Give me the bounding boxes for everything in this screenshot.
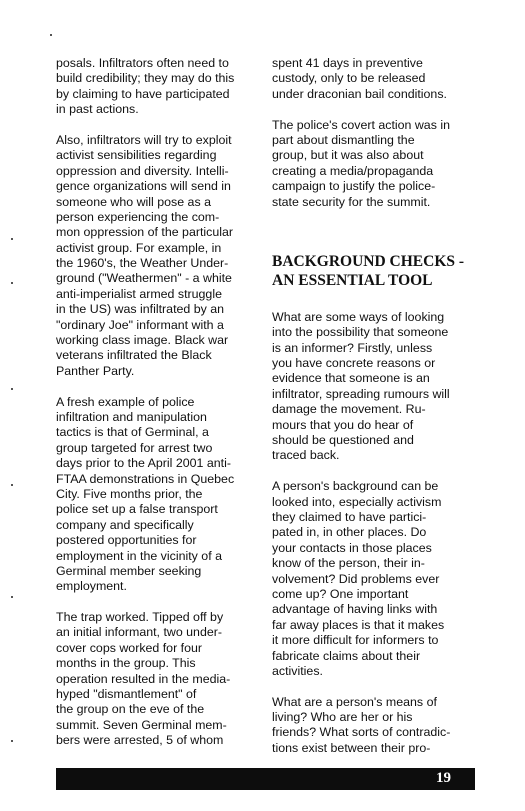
- text-line: build credibility; they may do this: [56, 71, 235, 86]
- text-line: campaign to justify the police-: [272, 179, 436, 194]
- section-gap: [272, 290, 467, 310]
- text-line: state security for the summit.: [272, 194, 431, 209]
- text-line: under draconian bail conditions.: [272, 86, 447, 101]
- text-line: Also, infiltrators will try to exploit: [56, 132, 232, 147]
- text-line: employment in the vicinity of a: [56, 548, 222, 563]
- text-line: part about dismantling the: [272, 132, 415, 147]
- scan-speck: [50, 34, 52, 36]
- text-line: custody, only to be released: [272, 71, 426, 86]
- text-line: tactics is that of Germinal, a: [56, 425, 209, 440]
- page-number: 19: [436, 770, 451, 786]
- text-line: someone who will pose as a: [56, 194, 211, 209]
- scan-speck: [11, 740, 13, 742]
- text-line: police set up a false transport: [56, 502, 218, 517]
- text-line: employment.: [56, 579, 127, 594]
- text-line: your contacts in those places: [272, 540, 432, 555]
- paragraph-gap: [272, 102, 467, 117]
- text-line: cover cops worked for four: [56, 640, 202, 655]
- text-line: they claimed to have partici-: [272, 509, 427, 524]
- text-line: mours that you do hear of: [272, 417, 414, 432]
- paragraph-gap: [56, 379, 266, 394]
- text-line: the 1960's, the Weather Under-: [56, 256, 229, 271]
- paragraph-gap: [272, 679, 467, 694]
- text-line: hyped "dismantlement" of: [56, 687, 197, 702]
- text-line: company and specifically: [56, 517, 194, 532]
- text-line: group, but it was also about: [272, 148, 424, 163]
- text-line: far away places is that it makes: [272, 617, 445, 632]
- text-line: Germinal member seeking: [56, 563, 202, 578]
- left-paragraph-2: [56, 133, 266, 379]
- scan-speck: [11, 484, 13, 486]
- text-line: the group on the eve of the: [56, 702, 205, 717]
- text-line: postered opportunities for: [56, 533, 197, 548]
- left-paragraph-1: [56, 56, 266, 118]
- text-line: by claiming to have participated: [56, 86, 230, 101]
- scan-speck: [11, 238, 13, 240]
- left-paragraph-4: [56, 610, 266, 749]
- text-line: damage the movement. Ru-: [272, 402, 426, 417]
- text-line: ground ("Weathermen" - a white: [56, 271, 232, 286]
- text-line: traced back.: [272, 448, 340, 463]
- text-line: it more difficult for informers to: [272, 633, 439, 648]
- left-column: [56, 56, 266, 749]
- text-line: What are a person's means of: [272, 694, 437, 709]
- text-line: come up? One important: [272, 586, 409, 601]
- text-line: looked into, especially activism: [272, 494, 442, 509]
- right-paragraph-1: [272, 56, 467, 102]
- heading-line: BACKGROUND CHECKS -: [272, 252, 465, 270]
- text-line: mon oppression of the particular: [56, 225, 234, 240]
- text-line: creating a media/propaganda: [272, 163, 434, 178]
- text-line: into the possibility that someone: [272, 325, 449, 340]
- text-line: activist sensibilities regarding: [56, 148, 217, 163]
- text-line: tions exist between their pro-: [272, 740, 431, 755]
- text-line: friends? What sorts of contradic-: [272, 725, 451, 740]
- text-line: "ordinary Joe" informant with a: [56, 317, 224, 332]
- paragraph-gap: [272, 464, 467, 479]
- text-line: months in the group. This: [56, 656, 196, 671]
- paragraph-gap: [56, 118, 266, 133]
- text-line: oppression and diversity. Intelli-: [56, 163, 229, 178]
- text-line: infiltrator, spreading rumours will: [272, 386, 450, 401]
- footer-bar: [56, 768, 475, 790]
- right-paragraph-2: [272, 118, 467, 210]
- text-line: you have concrete reasons or: [272, 356, 436, 371]
- text-line: working class image. Black war: [56, 333, 229, 348]
- left-paragraph-3: [56, 395, 266, 595]
- text-line: A person's background can be: [272, 479, 439, 494]
- text-line: in past actions.: [56, 102, 139, 117]
- text-line: posals. Infiltrators often need to: [56, 56, 229, 70]
- section-gap: [272, 210, 467, 252]
- text-line: gence organizations will send in: [56, 179, 231, 194]
- text-line: in the US) was infiltrated by an: [56, 302, 225, 317]
- text-line: know of the person, their in-: [272, 556, 425, 571]
- text-line: FTAA demonstrations in Quebec: [56, 471, 235, 486]
- right-column: [272, 56, 467, 756]
- text-line: Panther Party.: [56, 363, 135, 378]
- text-line: summit. Seven Germinal mem-: [56, 717, 227, 732]
- text-line: The trap worked. Tipped off by: [56, 610, 224, 625]
- scan-speck: [11, 388, 13, 390]
- right-paragraph-3: [272, 310, 467, 464]
- text-line: infiltration and manipulation: [56, 409, 207, 424]
- text-line: an initial informant, two under-: [56, 625, 222, 640]
- text-line: evidence that someone is an: [272, 371, 430, 386]
- text-line: group targeted for arrest two: [56, 440, 213, 455]
- text-line: person experiencing the com-: [56, 209, 220, 224]
- text-line: What are some ways of looking: [272, 309, 445, 324]
- text-line: is an informer? Firstly, unless: [272, 340, 433, 355]
- text-line: should be questioned and: [272, 433, 414, 448]
- text-line: City. Five months prior, the: [56, 486, 203, 501]
- text-line: veterans infiltrated the Black: [56, 348, 212, 363]
- text-line: The police's covert action was in: [272, 117, 450, 132]
- text-line: bers were arrested, 5 of whom: [56, 733, 224, 748]
- scan-speck: [11, 596, 13, 598]
- text-line: A fresh example of police: [56, 394, 195, 409]
- scan-speck: [11, 282, 13, 284]
- text-line: activities.: [272, 663, 323, 678]
- right-paragraph-4: [272, 479, 467, 679]
- text-line: volvement? Did problems ever: [272, 571, 440, 586]
- text-line: operation resulted in the media-: [56, 671, 231, 686]
- text-line: fabricate claims about their: [272, 648, 421, 663]
- text-line: advantage of having links with: [272, 602, 438, 617]
- text-line: pated in, in other places. Do: [272, 525, 427, 540]
- text-line: activist group. For example, in: [56, 240, 222, 255]
- section-heading: [272, 252, 467, 290]
- text-line: anti-imperialist armed struggle: [56, 286, 222, 301]
- right-paragraph-5: [272, 695, 467, 757]
- text-line: spent 41 days in preventive: [272, 56, 423, 70]
- text-line: days prior to the April 2001 anti-: [56, 456, 231, 471]
- paragraph-gap: [56, 595, 266, 610]
- heading-line: AN ESSENTIAL TOOL: [272, 271, 433, 289]
- text-line: living? Who are her or his: [272, 710, 413, 725]
